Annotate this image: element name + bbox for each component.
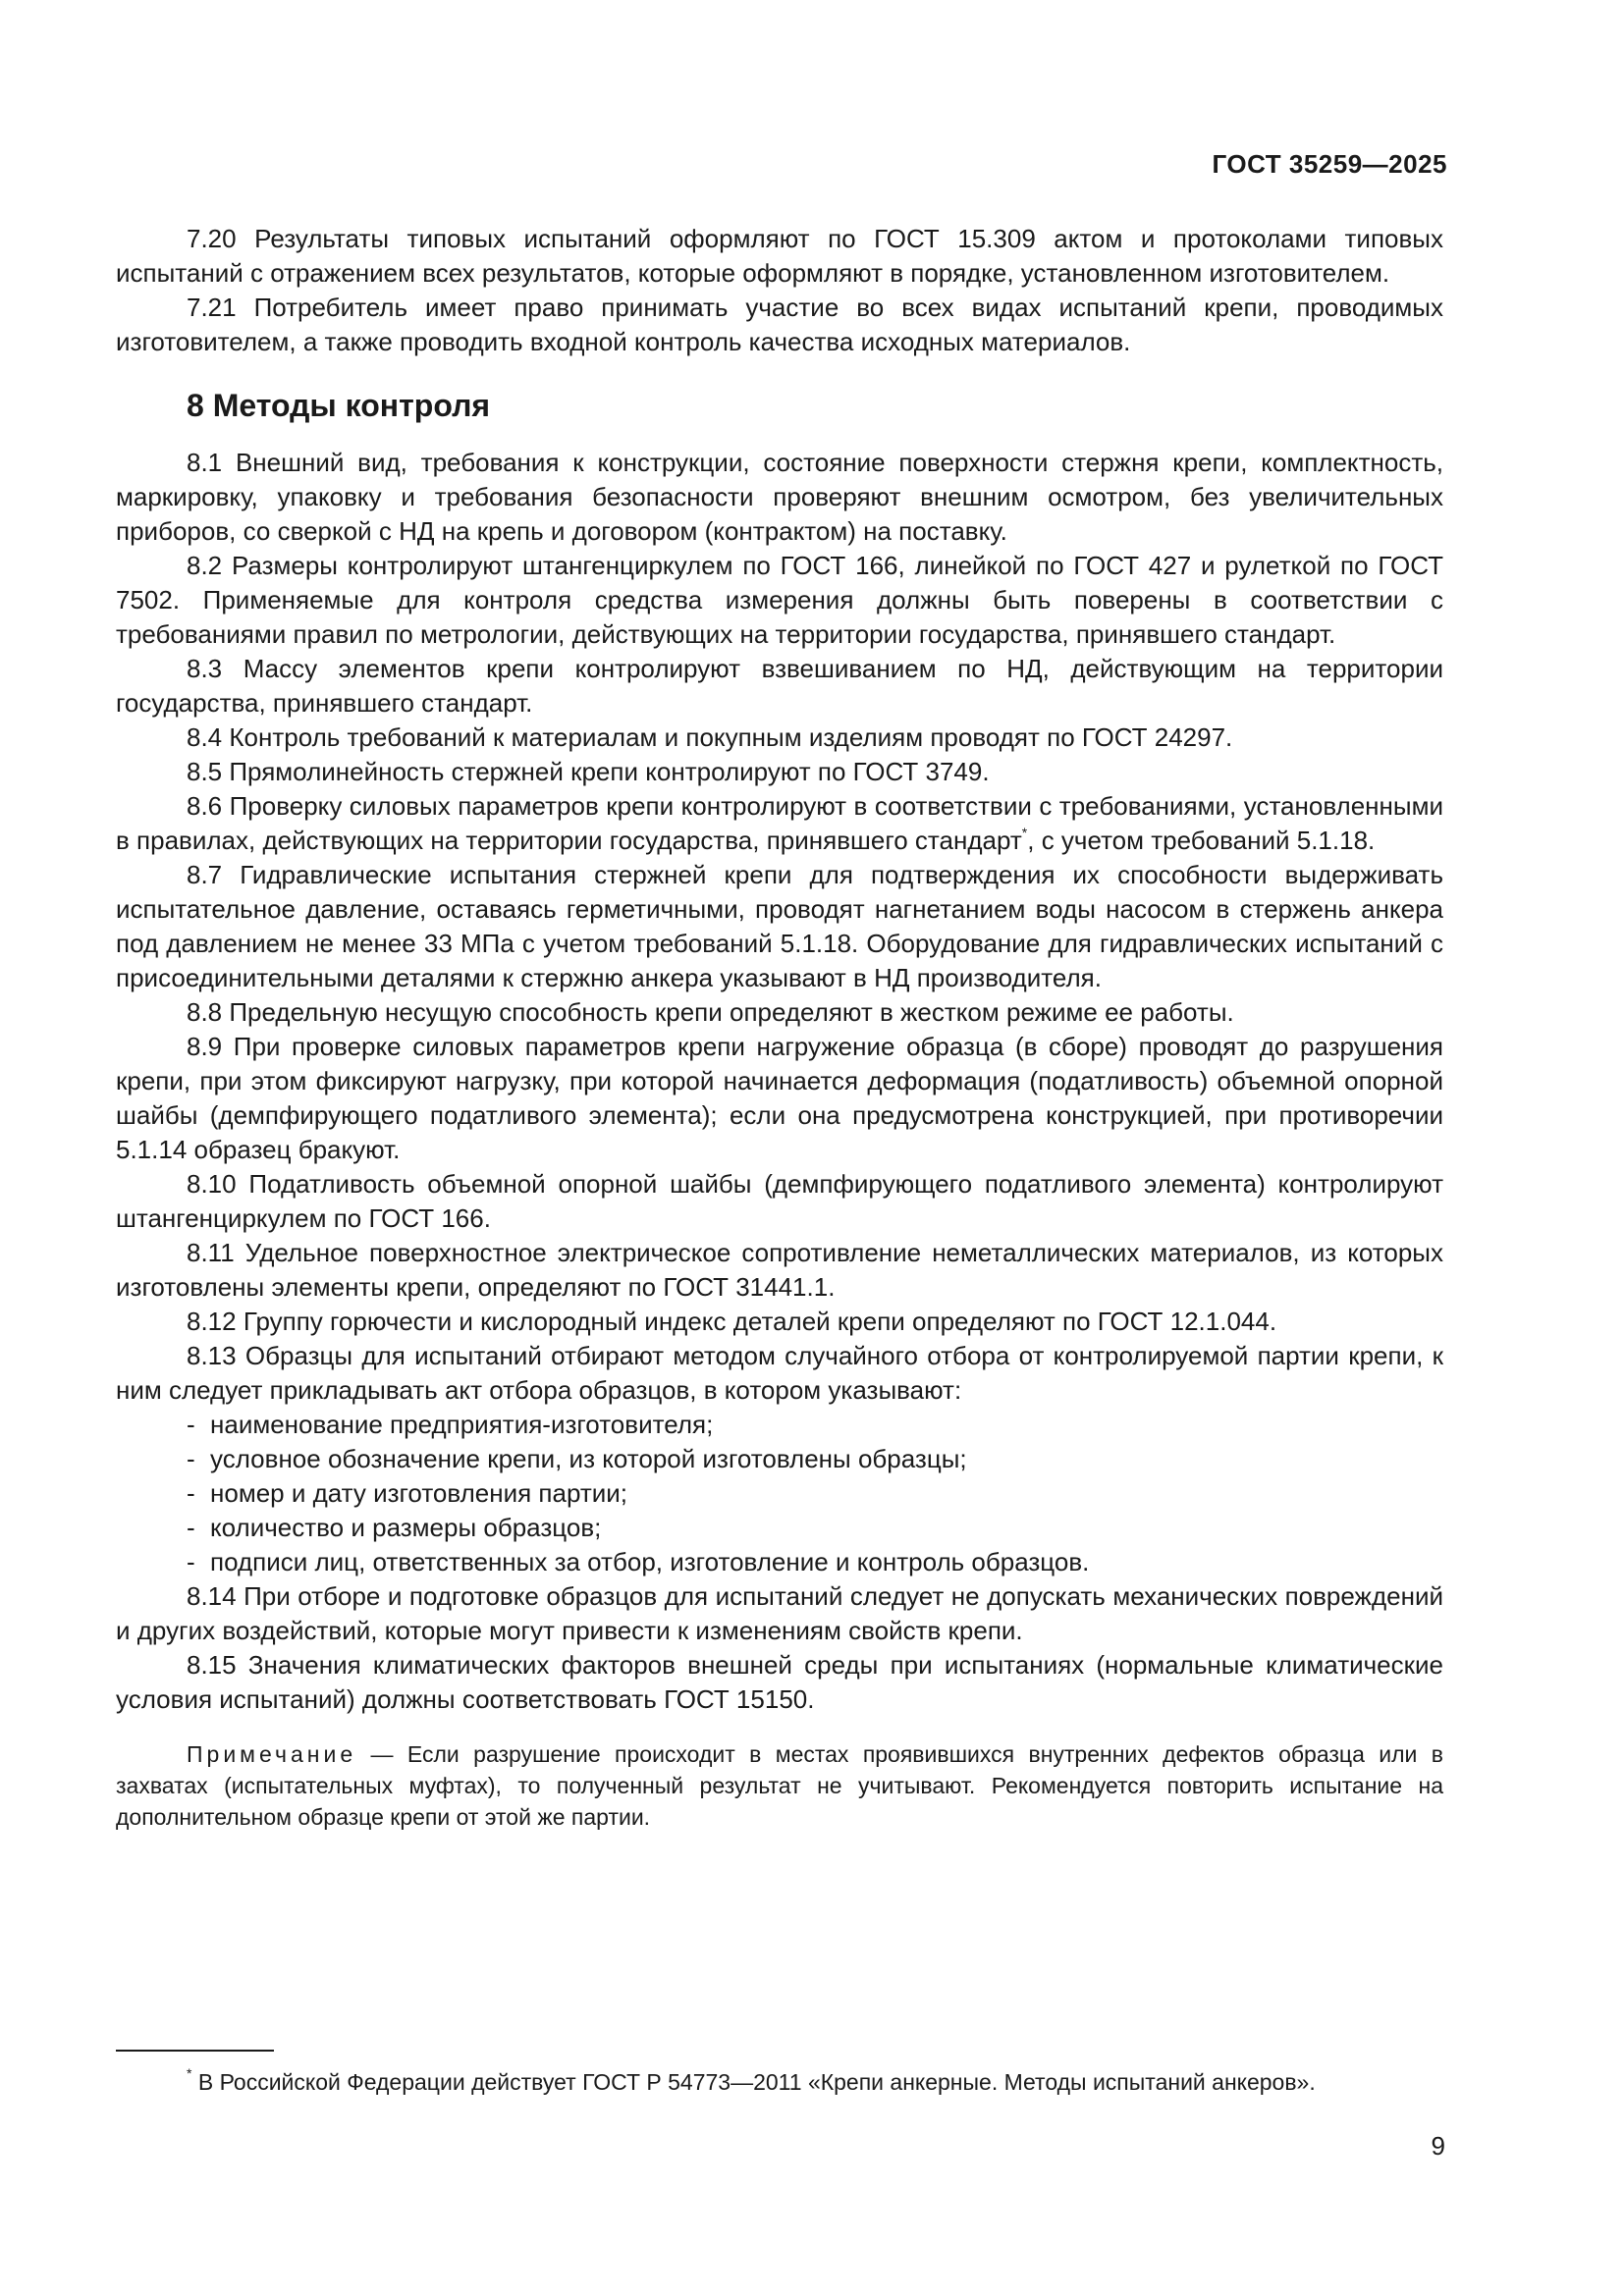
list-dash: - <box>187 1513 195 1542</box>
paragraph-8-6-text: 8.6 Проверку силовых параметров крепи контролируют в соответствии с требованиями, установленными в правилах, действующих на территории государства, принявшего стандарт <box>116 791 1443 855</box>
footnote-reference-mark[interactable]: * <box>1021 825 1028 840</box>
paragraph-8-13: 8.13 Образцы для испытаний отбирают методом случайного отбора от контролируемой партии крепи, к ним следует прикладывать акт отбора образцов, в котором указывают: <box>116 1341 1443 1405</box>
list-item-text: номер и дату изготовления партии; <box>210 1478 628 1508</box>
document-code: ГОСТ 35259—2025 <box>1212 149 1447 179</box>
footnote-text: В Российской Федерации действует ГОСТ Р 54773—2011 «Крепи анкерные. Методы испытаний анкеров». <box>191 2069 1316 2095</box>
list-item-text: наименование предприятия-изготовителя; <box>210 1410 714 1439</box>
list-dash: - <box>187 1410 195 1439</box>
paragraph-7-21: 7.21 Потребитель имеет право принимать участие во всех видах испытаний крепи, проводимых изготовителем, а также проводить входной контроль качества исходных материалов. <box>116 293 1443 356</box>
paragraph-8-2: 8.2 Размеры контролируют штангенциркулем по ГОСТ 166, линейкой по ГОСТ 427 и рулеткой по ГОСТ 7502. Применяемые для контроля средства измерения должны быть поверены в соответствии с требованиями правил по метрологии, действующих на территории государства, принявшего стандарт. <box>116 551 1443 649</box>
footnote-divider <box>116 2050 274 2052</box>
paragraph-8-14: 8.14 При отборе и подготовке образцов для испытаний следует не допускать механических повреждений и других воздействий, которые могут привести к изменениям свойств крепи. <box>116 1581 1443 1645</box>
paragraph-8-8: 8.8 Предельную несущую способность крепи определяют в жестком режиме ее работы. <box>187 997 1234 1027</box>
note <box>116 1738 1443 1833</box>
paragraph-7-20: 7.20 Результаты типовых испытаний оформляют по ГОСТ 15.309 актом и протоколами типовых испытаний с отражением всех результатов, которые оформляют в порядке, установленном изготовителем. <box>116 224 1443 288</box>
list-item <box>187 1442 1443 1476</box>
list-dash: - <box>187 1444 195 1473</box>
list-item-text: подписи лиц, ответственных за отбор, изготовление и контроль образцов. <box>210 1547 1090 1576</box>
list-item <box>187 1408 1443 1442</box>
paragraph-8-7: 8.7 Гидравлические испытания стержней крепи для подтверждения их способности выдерживать испытательное давление, оставаясь герметичными, проводят нагнетанием воды насосом в стержень анкера под давлением не менее 33 МПа с учетом требований 5.1.18. Оборудование для гидравлических испытаний с присоединительными деталями к стержню анкера указывают в НД производителя. <box>116 860 1443 992</box>
paragraph-8-4: 8.4 Контроль требований к материалам и покупным изделиям проводят по ГОСТ 24297. <box>187 722 1233 752</box>
paragraph-8-1: 8.1 Внешний вид, требования к конструкции, состояние поверхности стержня крепи, комплектность, маркировку, упаковку и требования безопасности проверяют внешним осмотром, без увеличительных приборов, со сверкой с НД на крепь и договором (контрактом) на поставку. <box>116 448 1443 546</box>
paragraph-8-5: 8.5 Прямолинейность стержней крепи контролируют по ГОСТ 3749. <box>187 757 990 786</box>
list-item-text: количество и размеры образцов; <box>210 1513 602 1542</box>
paragraph-8-6 <box>116 789 1443 858</box>
list-item <box>187 1476 1443 1511</box>
paragraph-8-6-tail: , с учетом требований 5.1.18. <box>1027 826 1376 855</box>
paragraph-8-9: 8.9 При проверке силовых параметров крепи нагружение образца (в сборе) проводят до разрушения крепи, при этом фиксируют нагрузку, при которой начинается деформация (податливость) объемной опорной шайбы (демпфирующего податливого элемента); если она предусмотрена конструкцией, при противоречии 5.1.14 образец бракуют. <box>116 1032 1443 1164</box>
paragraph-8-10: 8.10 Податливость объемной опорной шайбы (демпфирующего податливого элемента) контролируют штангенциркулем по ГОСТ 166. <box>116 1169 1443 1233</box>
page-number: 9 <box>1431 2131 1445 2161</box>
paragraph-8-15: 8.15 Значения климатических факторов внешней среды при испытаниях (нормальные климатические условия испытаний) должны соответствовать ГОСТ 15150. <box>116 1650 1443 1714</box>
footnote-mark: * <box>187 2065 192 2081</box>
list-item-text: условное обозначение крепи, из которой изготовлены образцы; <box>210 1444 967 1473</box>
list-dash: - <box>187 1478 195 1508</box>
list-item <box>187 1545 1443 1579</box>
page-body <box>116 222 1443 1833</box>
note-text: — Если разрушение происходит в местах проявившихся внутренних дефектов образца или в захватах (испытательных муфтах), то полученный результат не учитывают. Рекомендуется повторить испытание на дополнительном образце крепи от этой же партии. <box>116 1741 1443 1830</box>
note-label: Примечание <box>187 1741 357 1767</box>
paragraph-8-12: 8.12 Группу горючести и кислородный индекс деталей крепи определяют по ГОСТ 12.1.044. <box>187 1307 1277 1336</box>
list-dash: - <box>187 1547 195 1576</box>
paragraph-8-3: 8.3 Массу элементов крепи контролируют взвешиванием по НД, действующим на территории государства, принявшего стандарт. <box>116 654 1443 718</box>
footnote <box>187 2067 1453 2097</box>
section-title: 8 Методы контроля <box>187 388 491 423</box>
list-item <box>187 1511 1443 1545</box>
paragraph-8-11: 8.11 Удельное поверхностное электрическое сопротивление неметаллических материалов, из которых изготовлены элементы крепи, определяют по ГОСТ 31441.1. <box>116 1238 1443 1302</box>
